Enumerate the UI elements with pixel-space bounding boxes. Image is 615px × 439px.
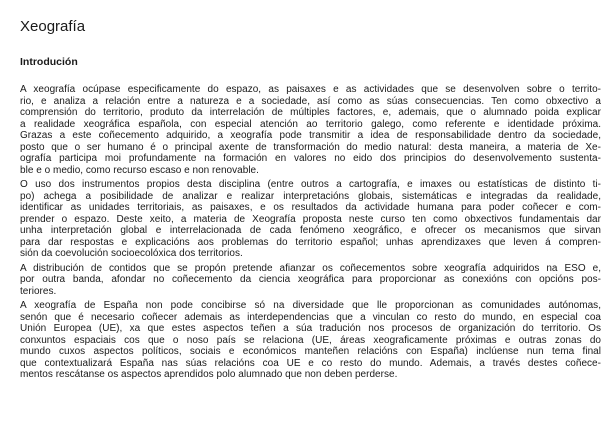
- paragraph-line: unha interpretación global e interrelacionada de cada fenómeno xeográfico, e ofrecer os mecanismos que sirvan: [20, 225, 601, 236]
- paragraph-line: sión da coevolución socioecolóxica dos territorios.: [20, 248, 243, 259]
- paragraph-line: a realidade xeográfica española, con especial atención ao territorio galego, como referente e identidade próxima.: [20, 118, 601, 130]
- paragraph-line: A distribución de contidos que se propón pretende afianzar os coñecementos sobre xeografía adquiridos na ESO e,: [20, 262, 601, 274]
- paragraph-line: comprensión do territorio, produto da interrelación de múltiples factores, e, ademais, que o alumnado poida explicar: [20, 107, 601, 118]
- paragraph-line: identificar as unidades territoriais, as paisaxes, e os resultados da actividade humana para poder coñecer e com-: [20, 202, 601, 213]
- paragraph-line: para dar respostas e explicacións aos problemas do territorio español; unhas aprendizaxes que leven á compren-: [20, 236, 601, 248]
- section-heading: Introdución: [20, 56, 78, 68]
- paragraph-line: por outra banda, afondar no coñecemento da ciencia xeográfica para proporcionar as conexións con opcións pos-: [20, 274, 601, 285]
- body-paragraph: [20, 263, 601, 298]
- paragraph-line: conxuntos espaciais cos que o noso país se relaciona (UE, áreas xeograficamente próximas e outras zonas do: [20, 334, 601, 346]
- paragraph-line: ografía participa moi profundamente na formación en valores no eido dos principios do desenvolvemento sustenta-: [20, 153, 601, 164]
- body-paragraph: [20, 84, 601, 176]
- paragraph-line: senón que é necesario coñecer ademais as interdependencias que a vinculan co resto do mundo, en especial coa: [20, 311, 601, 323]
- paragraph-line: que contextualizará España nas súas relacións coa UE e co resto do mundo. Ademais, a través destes coñece-: [20, 357, 601, 369]
- paragraph-line: Grazas a este coñecemento adquirido, a xeografía pode transmitir a idea de responsabilidade dentro da sociedade,: [20, 130, 601, 141]
- paragraph-line: mentos rescátanse os aspectos aprendidos polo alumnado que non deben perderse.: [20, 369, 398, 380]
- body-paragraph: [20, 179, 601, 260]
- paragraph-line: rio, e analiza a relación entre a natureza e a sociedade, así como as súas consecuencias. Ten como obxectivo a: [20, 95, 601, 107]
- paragraph-line: ble e o medio, como recurso escaso e non renovable.: [20, 164, 259, 176]
- paragraph-line: O uso dos instrumentos propios desta disciplina (entre outros a cartografía, e imaxes ou estatísticas de distinto ti-: [20, 179, 601, 190]
- body-paragraph: [20, 300, 601, 381]
- paragraph-line: mundo cuxos aspectos políticos, sociais e económicos manteñen relacións con España) inclúense nun tema final: [20, 346, 601, 357]
- paragraph-line: posto que o ser humano é o principal axente de transformación do medio natural: desta maneira, a materia de Xe-: [20, 141, 601, 153]
- paragraph-line: teriores.: [20, 285, 57, 297]
- document-body: [20, 84, 601, 381]
- document-title: Xeografía: [20, 18, 86, 35]
- paragraph-line: A xeografía de España non pode concibirse só na diversidade que lle proporcionan as comunidades autónomas,: [20, 300, 601, 311]
- paragraph-line: A xeografía ocúpase especificamente do espazo, as paisaxes e as actividades que se desenvolven sobre o territo-: [20, 84, 601, 95]
- paragraph-line: Unión Europea (UE), xa que estes aspectos teñen a súa tradución nos procesos de organización do territorio. Os: [20, 323, 601, 334]
- paragraph-line: po) achega a posibilidade de analizar e realizar interpretacións globais, sistemáticas e integradas da realidade,: [20, 190, 601, 202]
- paragraph-line: prender o espazo. Deste xeito, a materia de Xeografía proposta neste curso ten como obxectivos fundamentais dar: [20, 213, 601, 225]
